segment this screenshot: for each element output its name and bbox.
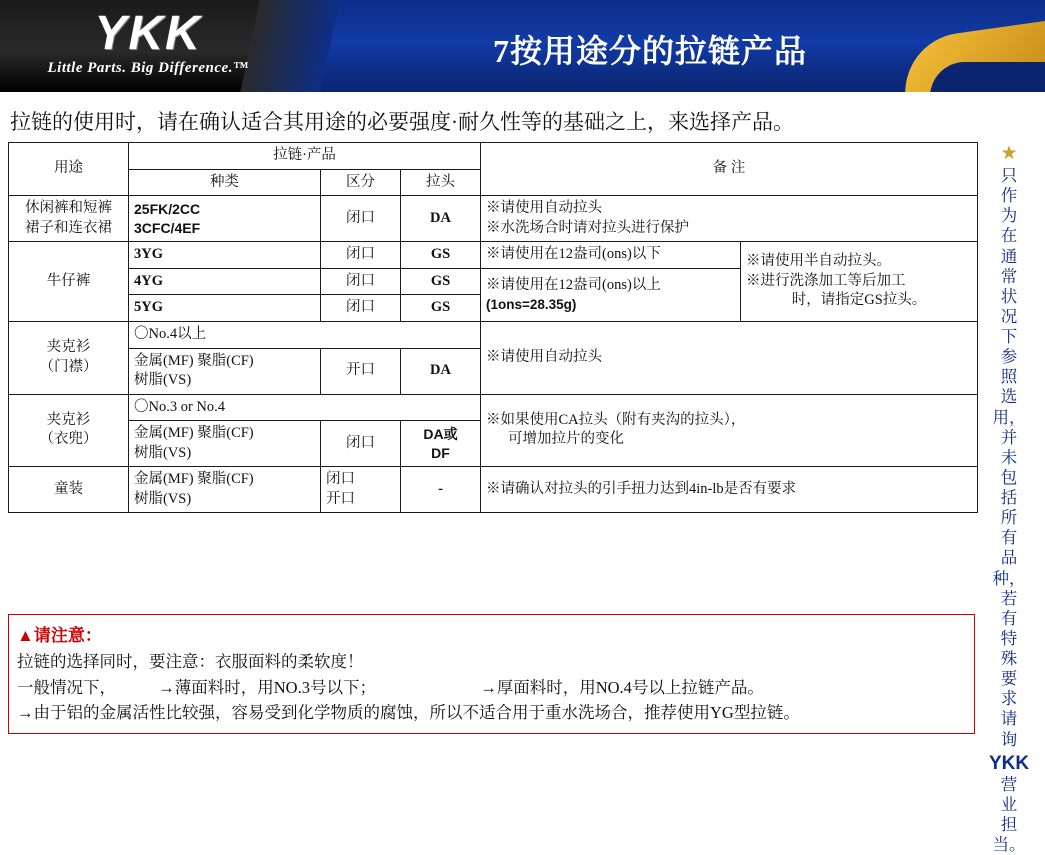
row5-type-line1: 金属(MF) 聚脂(CF) xyxy=(134,471,254,488)
row2-note-a-2-line1: ※请使用在12盎司(ons)以上 xyxy=(486,276,661,293)
row2-note-b-3: 时，请指定GS拉头。 xyxy=(791,292,927,309)
row3-use-line2: （门襟） xyxy=(39,358,98,375)
notice-line-2-c: →厚面料时，用NO.4号以上拉链产品。 xyxy=(480,677,764,697)
side-char: 参 xyxy=(1000,347,1018,367)
header-use: 用途 xyxy=(9,143,129,196)
side-annotation-column xyxy=(983,142,1035,855)
row1-type-line2: 3CFC/4EF xyxy=(134,219,201,236)
slide-body xyxy=(0,92,1045,855)
side-char: 为 xyxy=(1000,206,1018,226)
row3-note-1: ※请使用自动拉头 xyxy=(486,349,603,365)
row2-use: 牛仔裤 xyxy=(9,242,129,322)
table-row xyxy=(9,196,978,242)
table-row xyxy=(9,321,978,348)
row4-note-1: ※如果使用CA拉头（附有夹沟的拉头）， xyxy=(486,411,746,428)
row3-use-line1: 夹克衫 xyxy=(46,339,91,356)
row4-type-line1: 金属(MF) 聚脂(CF) xyxy=(134,425,254,442)
row5-use: 童装 xyxy=(9,467,129,513)
row2-division-1: 闭口 xyxy=(321,242,401,269)
side-char: 特 xyxy=(1000,628,1018,648)
row1-type-line1: 25FK/2CC xyxy=(134,200,201,217)
side-char: 所 xyxy=(1000,508,1018,528)
notice-title: ▲请注意： xyxy=(17,626,102,645)
side-char: 殊 xyxy=(1000,649,1018,668)
notice-box xyxy=(8,614,975,734)
header-product-group: 拉链·产品 xyxy=(129,143,481,170)
row3-type-line1: 金属(MF) 聚脂(CF) xyxy=(134,352,254,369)
row1-note-2: ※水洗场合时请对拉头进行保护 xyxy=(486,219,690,236)
row5-slider: - xyxy=(401,467,481,513)
row3-notes xyxy=(481,321,978,394)
row1-use-line1: 休闲裤和短裤 xyxy=(25,200,112,217)
side-char: 状 xyxy=(1000,286,1018,306)
row4-note-2: 可增加拉片的变化 xyxy=(508,431,625,448)
side-brand-tail xyxy=(983,775,1035,855)
side-char: 下 xyxy=(1000,327,1018,346)
side-char: 品 xyxy=(1000,548,1018,568)
side-annotation-text xyxy=(983,166,1035,750)
side-char: 括 xyxy=(1000,488,1018,507)
side-char: 只 xyxy=(1000,166,1018,185)
row2-note-a-1: ※请使用在12盎司(ons)以下 xyxy=(481,242,741,269)
side-char: 业 xyxy=(1000,794,1018,814)
row4-span-type: 〇No.3 or No.4 xyxy=(129,394,481,421)
row1-notes xyxy=(481,196,978,242)
zipper-usage-table xyxy=(8,142,978,513)
side-char: 要 xyxy=(1000,669,1018,689)
side-char: 照 xyxy=(1000,367,1018,387)
side-char: 用， xyxy=(992,407,1026,427)
side-char: 种， xyxy=(992,568,1026,588)
side-char: 作 xyxy=(1000,186,1018,206)
side-char: 请 xyxy=(1000,709,1018,729)
row2-note-a-2 xyxy=(481,268,741,321)
notice-line-2 xyxy=(17,675,966,701)
side-char: 有 xyxy=(1000,608,1018,628)
side-char: 选 xyxy=(1000,387,1018,407)
side-char: 未 xyxy=(1000,447,1018,467)
content-row xyxy=(8,142,1036,855)
row2-type-3: 5YG xyxy=(129,295,321,322)
row2-note-b-1: ※请使用半自动拉头。 xyxy=(746,253,892,270)
notice-line-3: →由于铝的金属活性比较强，容易受到化学物质的腐蚀，所以不适合用于重水洗场合，推荐使用YG型拉链。 xyxy=(17,703,800,723)
row4-type-line2: 树脂(VS) xyxy=(134,444,192,461)
table-header-row-1 xyxy=(9,143,978,170)
row4-division: 闭口 xyxy=(321,421,401,467)
row5-division xyxy=(321,467,401,513)
side-char: 通 xyxy=(1000,246,1018,266)
side-char: 有 xyxy=(1000,528,1018,548)
notice-line-1: 拉链的选择同时，要注意：衣服面料的柔软度！ xyxy=(17,652,364,671)
row1-use-line2: 裙子和连衣裙 xyxy=(25,219,112,236)
side-char: 况 xyxy=(1000,306,1018,326)
row4-slider-line1: DA或 xyxy=(423,425,458,442)
side-char: 并 xyxy=(1000,427,1018,447)
row4-slider xyxy=(401,421,481,467)
table-row xyxy=(9,242,978,269)
side-char: 在 xyxy=(1000,226,1018,246)
row1-note-1: ※请使用自动拉头 xyxy=(486,200,603,217)
side-char: 若 xyxy=(1000,588,1018,608)
star-icon: ★ xyxy=(1000,143,1018,164)
row4-use-line2: （衣兜） xyxy=(39,431,98,448)
row3-slider: DA xyxy=(401,348,481,394)
row2-slider-1: GS xyxy=(401,242,481,269)
row2-type-1: 3YG xyxy=(129,242,321,269)
row3-use xyxy=(9,321,129,394)
logo-tagline: Little Parts. Big Difference.™ xyxy=(47,60,249,76)
row1-type xyxy=(129,196,321,242)
row2-division-2: 闭口 xyxy=(321,268,401,295)
row2-slider-2: GS xyxy=(401,268,481,295)
table-row xyxy=(9,467,978,513)
side-char: 包 xyxy=(1000,467,1018,487)
row4-use-line1: 夹克衫 xyxy=(46,411,91,428)
side-char: 求 xyxy=(1000,689,1018,709)
table-row xyxy=(9,394,978,421)
row5-type-line2: 树脂(VS) xyxy=(134,490,192,507)
notice-line-2-b: →薄面料时，用NO.3号以下； xyxy=(158,677,376,697)
side-char: 担 xyxy=(1000,815,1018,835)
row5-division-line1: 闭口 xyxy=(326,471,355,488)
row3-type xyxy=(129,348,321,394)
side-brand: YKK xyxy=(988,752,1030,774)
header-type: 种类 xyxy=(129,169,321,196)
row2-note-b-2: ※进行洗涤加工等后加工 xyxy=(746,272,906,289)
row2-type-2: 4YG xyxy=(129,268,321,295)
row1-division: 闭口 xyxy=(321,196,401,242)
row3-type-line2: 树脂(VS) xyxy=(134,372,192,389)
row2-note-b xyxy=(741,242,978,322)
row4-use xyxy=(9,394,129,467)
row1-use xyxy=(9,196,129,242)
side-char: 营 xyxy=(1000,774,1018,794)
row4-notes xyxy=(481,394,978,467)
row3-span-type: 〇No.4以上 xyxy=(129,321,481,348)
header-slider: 拉头 xyxy=(401,169,481,196)
notice-line-2-a: 一般情况下， xyxy=(17,677,116,697)
page-title: 7按用途分的拉链产品 xyxy=(492,33,807,69)
ykk-logo xyxy=(18,7,278,77)
row2-division-3: 闭口 xyxy=(321,295,401,322)
row5-type xyxy=(129,467,321,513)
slide-header xyxy=(0,0,1045,92)
header-notes: 备 注 xyxy=(481,143,978,196)
side-char: 询 xyxy=(1000,729,1018,749)
side-char: 当。 xyxy=(992,835,1026,855)
row4-type xyxy=(129,421,321,467)
header-division: 区分 xyxy=(321,169,401,196)
row5-notes xyxy=(481,467,978,513)
logo-wordmark: YKK xyxy=(94,7,202,60)
row1-slider: DA xyxy=(401,196,481,242)
row4-slider-line2: DF xyxy=(431,444,450,461)
row3-division: 开口 xyxy=(321,348,401,394)
row5-note-1: ※请确认对拉头的引手扭力达到4in-lb是否有要求 xyxy=(486,481,797,498)
row2-slider-3: GS xyxy=(401,295,481,322)
row2-note-a-2-line2: (1ons=28.35g) xyxy=(486,296,577,312)
intro-text: 拉链的使用时，请在确认适合其用途的必要强度·耐久性等的基础之上，来选择产品。 xyxy=(10,110,794,134)
side-char: 常 xyxy=(1000,266,1018,286)
row5-division-line2: 开口 xyxy=(326,490,355,507)
